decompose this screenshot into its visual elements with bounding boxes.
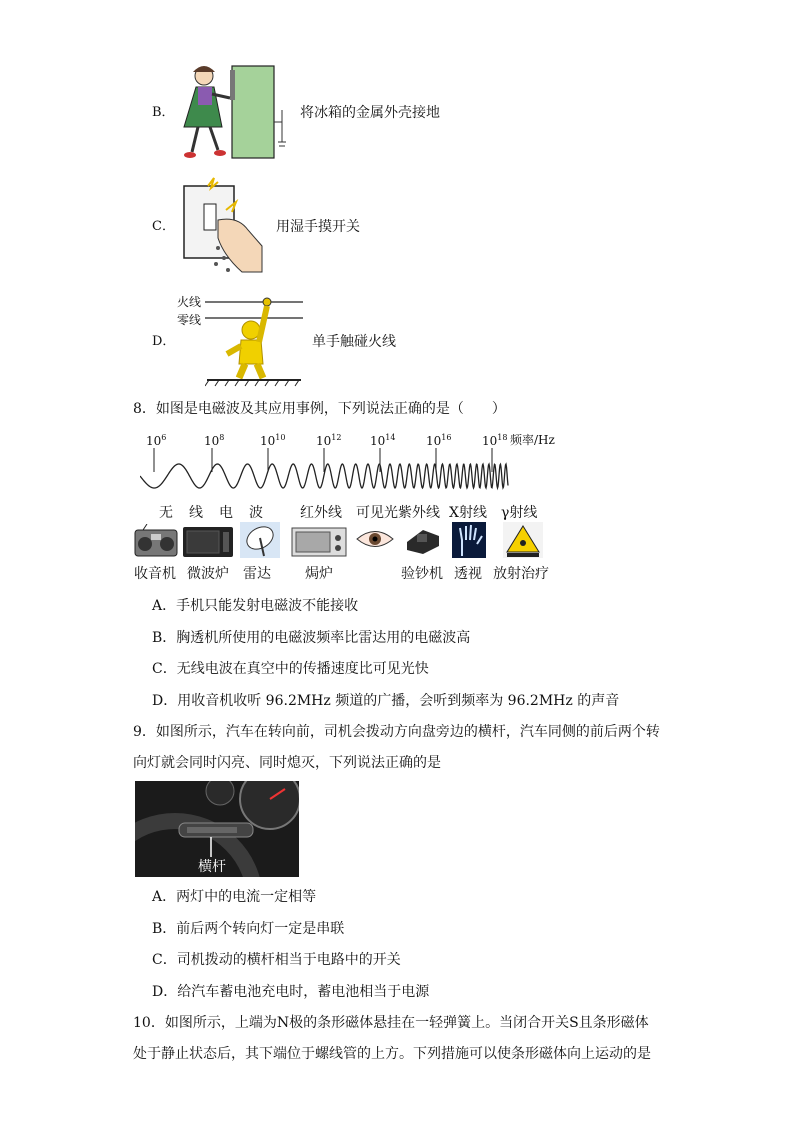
q7-option-b-text: 将冰箱的金属外壳接地 [300, 105, 440, 121]
q7-option-b-letter: B． [152, 105, 175, 120]
xray-hand-icon [452, 522, 486, 558]
q7-option-d-text: 单手触碰火线 [312, 334, 396, 350]
q8-option-c: C．无线电波在真空中的传播速度比可见光快 [152, 661, 429, 677]
q9-option-d: D．给汽车蓄电池充电时，蓄电池相当于电源 [152, 984, 430, 1000]
radio-set-icon [133, 524, 179, 558]
wire-neutral-label: 零线 [177, 313, 202, 327]
q7-option-d-letter: D． [152, 334, 176, 349]
radar-icon [240, 522, 280, 558]
microwave-icon [181, 524, 235, 558]
car-steering-lever-photo [135, 781, 299, 877]
q8-stem: 8．如图是电磁波及其应用事例，下列说法正确的是（ ） [133, 401, 506, 417]
wet-hand-switch-illustration [178, 176, 268, 276]
app-radar-label: 雷达 [243, 566, 271, 582]
q9-option-a: A．两灯中的电流一定相等 [152, 889, 317, 905]
q7-option-c-text: 用湿手摸开关 [276, 219, 360, 235]
q9-option-c: C．司机拨动的横杆相当于电路中的开关 [152, 952, 401, 968]
q10-stem-line1: 10．如图所示，上端为N极的条形磁体悬挂在一轻弹簧上。当闭合开关S且条形磁体 [133, 1015, 649, 1031]
fridge-grounding-illustration [178, 62, 288, 162]
freq-tick-1e14: $10^{14}$ [370, 433, 396, 448]
band-ultraviolet: 紫外线 [398, 505, 440, 521]
q8-option-a: A．手机只能发射电磁波不能接收 [152, 598, 359, 614]
band-radio: 无 线 电 波 [159, 505, 264, 521]
freq-tick-1e18: $10^{18}$ [482, 433, 508, 448]
app-xray-view-label: 透视 [454, 566, 482, 582]
oven-icon [290, 524, 348, 558]
single-hand-live-wire-illustration [205, 292, 305, 387]
freq-tick-1e10: $10^{10}$ [260, 433, 286, 448]
freq-unit-label: 频率/Hz [510, 433, 555, 447]
q9-option-b: B．前后两个转向灯一定是串联 [152, 921, 345, 937]
freq-tick-1e16: $10^{16}$ [426, 433, 452, 448]
freq-tick-1e6: $10^6$ [146, 433, 167, 448]
q8-option-b: B．胸透机所使用的电磁波频率比雷达用的电磁波高 [152, 630, 471, 646]
wire-live-label: 火线 [177, 295, 202, 309]
freq-tick-1e12: $10^{12}$ [316, 433, 342, 448]
money-checker-icon [403, 522, 443, 558]
freq-tick-1e8: $10^8$ [204, 433, 225, 448]
band-gamma: γ射线 [501, 505, 538, 521]
q8-option-d: D．用收音机收听 96.2MHz 频道的广播，会听到频率为 96.2MHz 的声音 [152, 693, 620, 709]
app-money-checker-label: 验钞机 [401, 566, 443, 582]
em-spectrum-wave [140, 446, 510, 500]
q9-stem-line2: 向灯就会同时闪亮、同时熄灭，下列说法正确的是 [133, 755, 441, 771]
band-infrared: 红外线 [300, 505, 342, 521]
q10-stem-line2: 处于静止状态后，其下端位于螺线管的上方。下列措施可以使条形磁体向上运动的是 [133, 1046, 651, 1062]
q7-option-c-letter: C． [152, 219, 175, 234]
radiation-warning-icon [503, 522, 543, 558]
app-oven-label: 焗炉 [305, 566, 333, 582]
band-xray: X射线 [449, 505, 487, 521]
q9-stem-line1: 9．如图所示，汽车在转向前，司机会拨动方向盘旁边的横杆，汽车同侧的前后两个转 [133, 724, 660, 740]
lever-label: 横杆 [198, 859, 226, 875]
app-radio-set-label: 收音机 [134, 566, 176, 582]
app-microwave-label: 微波炉 [187, 566, 229, 582]
eye-icon [355, 524, 395, 554]
app-radiotherapy-label: 放射治疗 [493, 566, 549, 582]
band-visible: 可见光 [356, 505, 398, 521]
